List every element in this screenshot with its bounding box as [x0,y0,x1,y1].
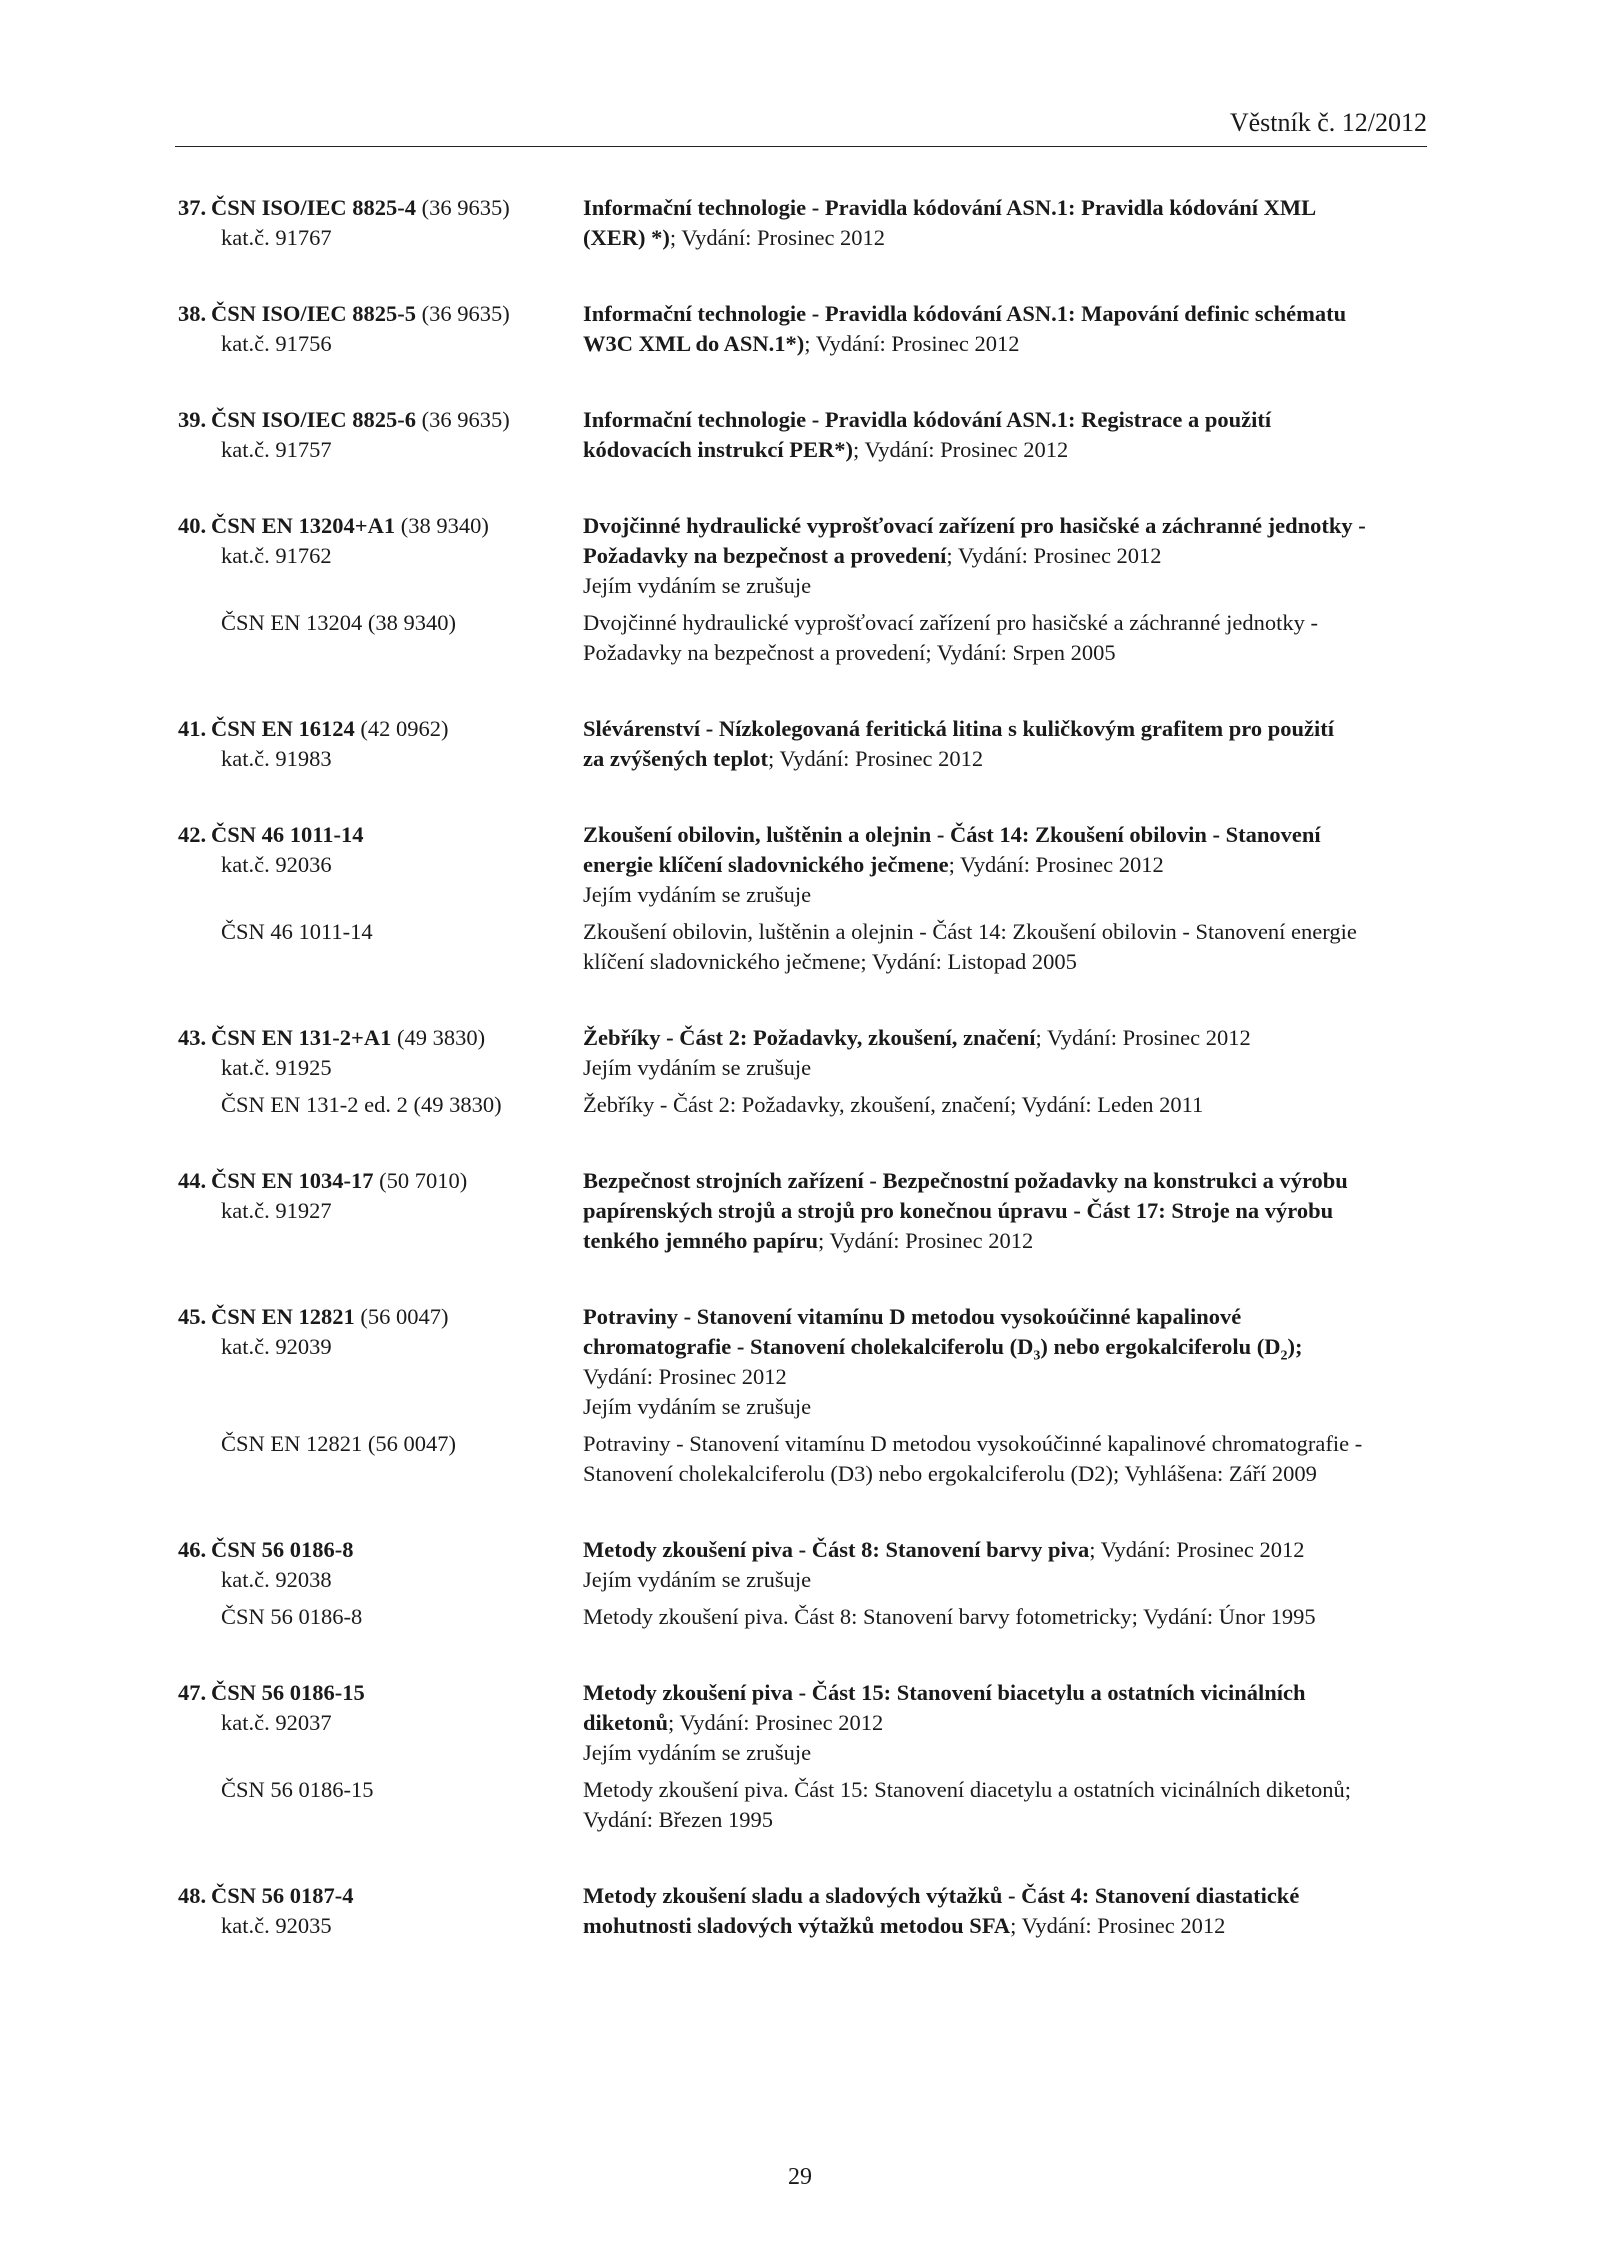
standard-title: Informační technologie - Pravidla kódování ASN.1: Registrace a použití [583,407,1272,432]
standard-entry-39 [178,405,1428,465]
replaced-standard-code: ČSN 46 1011-14 [221,919,373,944]
cancellation-note: Jejím vydáním se zrušuje [583,1740,812,1765]
catalog-number: kat.č. 91756 [221,331,332,356]
replaced-standard-title-cont: Vydání: Březen 1995 [583,1807,773,1832]
standard-title: Informační technologie - Pravidla kódování ASN.1: Mapování definic schématu [583,301,1347,326]
classification-number: (38 9340) [395,513,489,538]
standard-entry-42 [178,820,1428,977]
catalog-number: kat.č. 92038 [221,1567,332,1592]
standard-entry-45 [178,1302,1428,1489]
entry-number: 45. [178,1304,207,1329]
standard-title-cont: chromatografie - Stanovení cholekalciferolu (D [583,1334,1034,1359]
standard-entry-43 [178,1023,1428,1120]
standard-code: ČSN EN 131-2+A1 [211,1025,392,1050]
entry-number: 48. [178,1883,207,1908]
standard-title-cont: kódovacích instrukcí PER*) [583,437,854,462]
replaced-standard-code: ČSN 56 0186-15 [221,1777,374,1802]
standard-title: Metody zkoušení piva - Část 8: Stanovení barvy piva [583,1537,1090,1562]
catalog-number: kat.č. 91757 [221,437,332,462]
catalog-number: kat.č. 92039 [221,1334,332,1359]
entry-number: 39. [178,407,207,432]
catalog-number: kat.č. 91762 [221,543,332,568]
entry-number: 42. [178,822,207,847]
replaced-standard-title: Zkoušení obilovin, luštěnin a olejnin - Část 14: Zkoušení obilovin - Stanovení energie [583,919,1357,944]
replaced-standard-code: ČSN EN 131-2 ed. 2 (49 3830) [221,1092,502,1117]
standard-code: ČSN EN 12821 [211,1304,355,1329]
standard-code: ČSN EN 16124 [211,716,355,741]
catalog-number: kat.č. 92037 [221,1710,332,1735]
standard-title-cont: papírenských strojů a strojů pro konečnou úpravu - Část 17: Stroje na výrobu [583,1198,1334,1223]
subscript: 3 [1033,1348,1041,1364]
issue-date: ; Vydání: Prosinec 2012 [948,852,1164,877]
standard-title-cont: diketonů [583,1710,669,1735]
standard-title-cont: energie klíčení sladovnického ječmene [583,852,949,877]
standard-code: ČSN ISO/IEC 8825-5 [211,301,417,326]
catalog-number: kat.č. 91925 [221,1055,332,1080]
replaced-standard-title-cont: Stanovení cholekalciferolu (D3) nebo ergokalciferolu (D2); Vyhlášena: Září 2009 [583,1461,1317,1486]
replaced-standard-title: Dvojčinné hydraulické vyprošťovací zařízení pro hasičské a záchranné jednotky - [583,610,1318,635]
standard-title: Metody zkoušení piva - Část 15: Stanovení biacetylu a ostatních vicinálních [583,1680,1306,1705]
standard-title-cont: W3C XML do ASN.1*) [583,331,805,356]
standard-title: Dvojčinné hydraulické vyprošťovací zařízení pro hasičské a záchranné jednotky - [583,513,1366,538]
catalog-number: kat.č. 92036 [221,852,332,877]
entry-number: 43. [178,1025,207,1050]
standard-code: ČSN ISO/IEC 8825-6 [211,407,417,432]
standard-title-cont: (XER) *) [583,225,670,250]
issue-date: ; Vydání: Prosinec 2012 [804,331,1020,356]
standard-title-cont: Požadavky na bezpečnost a provedení [583,543,947,568]
catalog-number: kat.č. 91927 [221,1198,332,1223]
standard-entry-46 [178,1535,1428,1632]
standard-title: Zkoušení obilovin, luštěnin a olejnin - Část 14: Zkoušení obilovin - Stanovení [583,822,1321,847]
classification-number: (56 0047) [354,1304,449,1329]
standard-title: Metody zkoušení sladu a sladových výtažků - Část 4: Stanovení diastatické [583,1883,1300,1908]
cancellation-note: Jejím vydáním se zrušuje [583,882,812,907]
entry-number: 41. [178,716,207,741]
standard-entry-47 [178,1678,1428,1835]
replaced-standard-code: ČSN EN 12821 (56 0047) [221,1431,456,1456]
issue-date: ; Vydání: Prosinec 2012 [767,746,984,771]
catalog-number: kat.č. 91983 [221,746,332,771]
standard-code: ČSN EN 1034-17 [211,1168,374,1193]
standard-code: ČSN 56 0186-8 [211,1537,354,1562]
issue-date: ; Vydání: Prosinec 2012 [853,437,1069,462]
standards-list [178,193,1428,1987]
replaced-standard-code: ČSN 56 0186-8 [221,1604,363,1629]
standard-code: ČSN 56 0186-15 [211,1680,365,1705]
entry-number: 47. [178,1680,207,1705]
issue-date: ; Vydání: Prosinec 2012 [668,1710,884,1735]
entry-number: 44. [178,1168,207,1193]
standard-title: Slévárenství - Nízkolegovaná feritická litina s kuličkovým grafitem pro použití [583,716,1335,741]
replaced-standard-title: Metody zkoušení piva. Část 8: Stanovení barvy fotometricky; Vydání: Únor 1995 [583,1604,1316,1629]
replaced-standard-title: Potraviny - Stanovení vitamínu D metodou vysokoúčinné kapalinové chromatografie - [583,1431,1363,1456]
classification-number: (36 9635) [416,195,510,220]
catalog-number: kat.č. 91767 [221,225,332,250]
standard-title: Potraviny - Stanovení vitamínu D metodou vysokoúčinné kapalinové [583,1304,1242,1329]
subscript: 2 [1280,1348,1288,1364]
standard-title-cont: za zvýšených teplot [583,746,768,771]
issue-date: ; Vydání: Prosinec 2012 [818,1228,1034,1253]
replaced-standard-title-cont: klíčení sladovnického ječmene; Vydání: Listopad 2005 [583,949,1077,974]
standard-code: ČSN 56 0187-4 [211,1883,354,1908]
issue-date: Vydání: Prosinec 2012 [583,1364,787,1389]
classification-number: (36 9635) [416,407,510,432]
standard-code: ČSN ISO/IEC 8825-4 [211,195,417,220]
replaced-standard-title-cont: Požadavky na bezpečnost a provedení; Vydání: Srpen 2005 [583,640,1116,665]
page-header [175,108,1427,147]
standard-title-cont: tenkého jemného papíru [583,1228,819,1253]
bulletin-title: Věstník č. 12/2012 [1229,108,1427,137]
entry-number: 38. [178,301,207,326]
issue-date: ; Vydání: Prosinec 2012 [669,225,886,250]
cancellation-note: Jejím vydáním se zrušuje [583,1567,812,1592]
cancellation-note: Jejím vydáním se zrušuje [583,1055,812,1080]
standard-code: ČSN EN 13204+A1 [211,513,396,538]
standard-title-cont: ); [1287,1334,1303,1359]
issue-date: ; Vydání: Prosinec 2012 [1010,1913,1226,1938]
entry-number: 40. [178,513,207,538]
classification-number: (49 3830) [391,1025,486,1050]
standard-entry-40 [178,511,1428,668]
standard-title: Informační technologie - Pravidla kódování ASN.1: Pravidla kódování XML [583,195,1317,220]
standard-entry-41 [178,714,1428,774]
standard-title-cont: ) nebo ergokalciferolu (D [1040,1334,1281,1359]
catalog-number: kat.č. 92035 [221,1913,332,1938]
standard-code: ČSN 46 1011-14 [211,822,364,847]
page-number: 29 [788,2164,812,2190]
cancellation-note: Jejím vydáním se zrušuje [583,1394,812,1419]
classification-number: (42 0962) [354,716,449,741]
standard-title: Žebříky - Část 2: Požadavky, zkoušení, značení [583,1025,1036,1050]
standard-title: Bezpečnost strojních zařízení - Bezpečnostní požadavky na konstrukci a výrobu [583,1168,1348,1193]
entry-number: 46. [178,1537,207,1562]
standard-entry-37 [178,193,1428,253]
cancellation-note: Jejím vydáním se zrušuje [583,573,812,598]
replaced-standard-title: Metody zkoušení piva. Část 15: Stanovení diacetylu a ostatních vicinálních diketonů; [583,1777,1351,1802]
issue-date: ; Vydání: Prosinec 2012 [1089,1537,1305,1562]
entry-number: 37. [178,195,207,220]
classification-number: (50 7010) [373,1168,468,1193]
classification-number: (36 9635) [416,301,510,326]
issue-date: ; Vydání: Prosinec 2012 [946,543,1162,568]
standard-entry-38 [178,299,1428,359]
standard-entry-48 [178,1881,1428,1941]
replaced-standard-code: ČSN EN 13204 (38 9340) [221,610,456,635]
issue-date: ; Vydání: Prosinec 2012 [1035,1025,1251,1050]
standard-entry-44 [178,1166,1428,1256]
standard-title-cont: mohutnosti sladových výtažků metodou SFA [583,1913,1011,1938]
replaced-standard-title: Žebříky - Část 2: Požadavky, zkoušení, značení; Vydání: Leden 2011 [583,1092,1204,1117]
